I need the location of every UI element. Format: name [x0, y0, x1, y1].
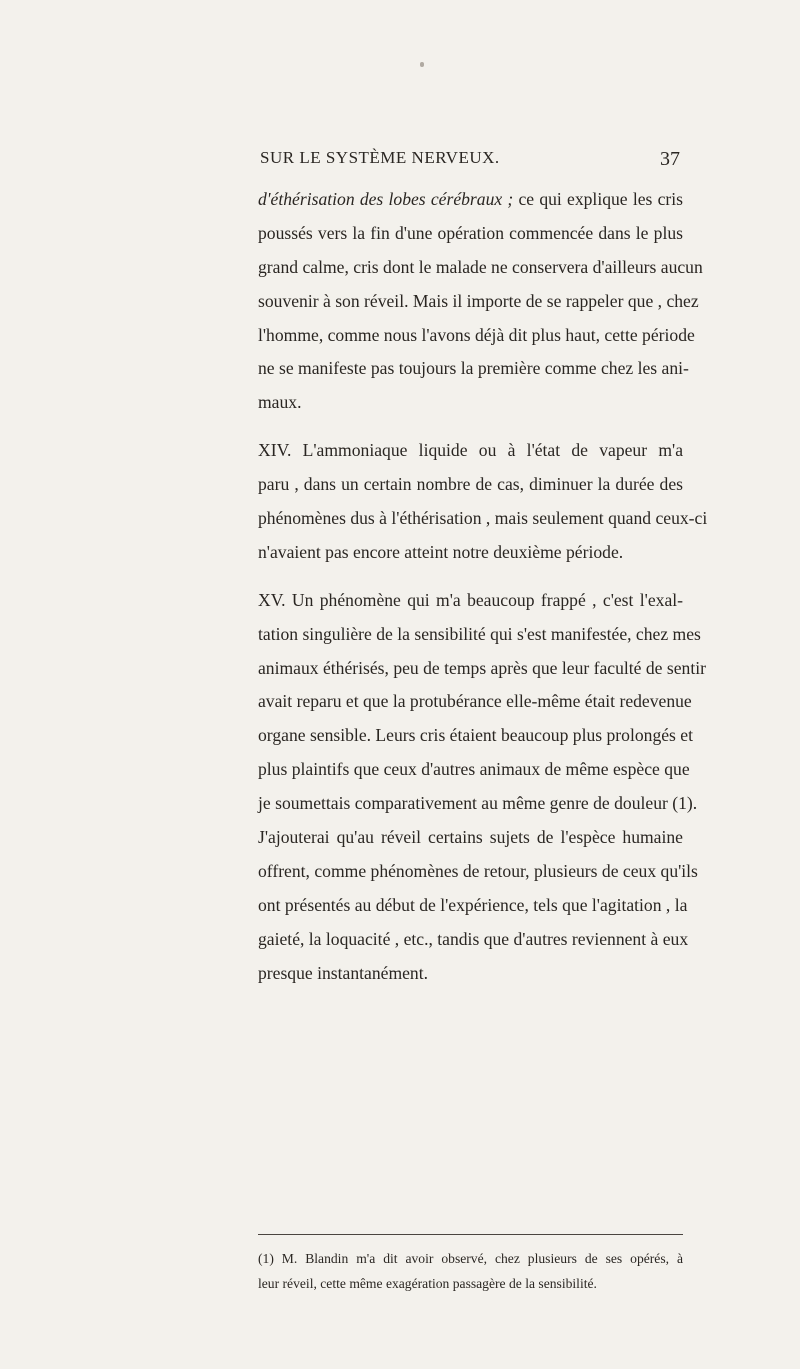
text-line: grand calme, cris dont le malade ne conservera d'ailleurs aucun [258, 256, 703, 277]
text-line: phénomènes dus à l'éthérisation , mais seulement quand ceux-ci [258, 508, 708, 529]
text-line: presque instantanément. [258, 962, 429, 983]
running-title: SUR LE SYSTÈME NERVEUX. [260, 148, 500, 167]
paragraph-gap [258, 570, 683, 584]
footnote-rule [258, 1234, 683, 1235]
text-line [258, 183, 683, 217]
text-line: offrent, comme phénomènes de retour, plusieurs de ceux qu'ils [258, 860, 698, 881]
text-line: avait reparu et que la protubérance elle-même était redevenue [258, 691, 692, 712]
text-line: organe sensible. Leurs cris étaient beaucoup plus prolongés et [258, 725, 693, 746]
text-line: gaieté, la loquacité , etc., tandis que d'autres reviennent à eux [258, 928, 689, 949]
running-head [260, 148, 680, 178]
line-text: ce qui explique les cris [513, 189, 683, 209]
text-line: poussés vers la fin d'une opération commencée dans le plus [258, 222, 683, 243]
text-line: XIV. L'ammoniaque liquide ou à l'état de vapeur m'a [258, 440, 683, 461]
footnote-line: leur réveil, cette même exagération passagère de la sensibilité. [258, 1276, 597, 1291]
footnote [258, 1246, 683, 1296]
text-line: J'ajouterai qu'au réveil certains sujets de l'espèce humaine [258, 827, 683, 848]
paper-speck [420, 62, 424, 67]
text-line: animaux éthérisés, peu de temps après que leur faculté de sentir [258, 657, 706, 678]
paragraph-gap [258, 420, 683, 434]
text-line: plus plaintifs que ceux d'autres animaux de même espèce que [258, 759, 690, 780]
footnote-line: (1) M. Blandin m'a dit avoir observé, chez plusieurs de ses opérés, à [258, 1251, 683, 1266]
text-line: ne se manifeste pas toujours la première comme chez les ani- [258, 358, 689, 379]
text-line: n'avaient pas encore atteint notre deuxième période. [258, 541, 624, 562]
text-line: XV. Un phénomène qui m'a beaucoup frappé , c'est l'exal- [258, 589, 683, 610]
text-line: maux. [258, 392, 302, 413]
body-text [258, 183, 708, 990]
text-line: je soumettais comparativement au même genre de douleur (1). [258, 793, 698, 814]
text-line: tation singulière de la sensibilité qui s'est manifestée, chez mes [258, 623, 701, 644]
text-line: l'homme, comme nous l'avons déjà dit plus haut, cette période [258, 324, 695, 345]
text-line: souvenir à son réveil. Mais il importe de se rappeler que , chez [258, 290, 699, 311]
text-line: paru , dans un certain nombre de cas, diminuer la durée des [258, 474, 683, 495]
italic-phrase: d'éthérisation des lobes cérébraux ; [258, 189, 514, 209]
text-line: ont présentés au début de l'expérience, tels que l'agitation , la [258, 894, 688, 915]
page-number: 37 [660, 148, 680, 170]
